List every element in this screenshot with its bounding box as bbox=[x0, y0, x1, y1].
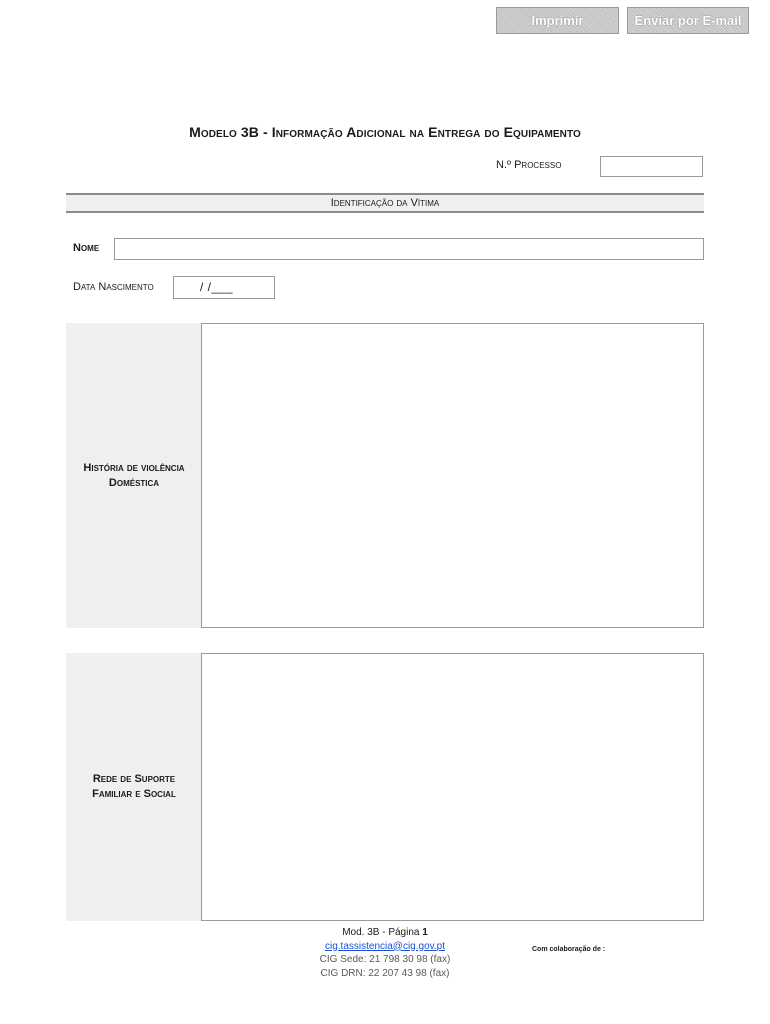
colaboracao-label: Com colaboração de : bbox=[532, 946, 606, 953]
data-nascimento-input[interactable]: / /___ bbox=[173, 276, 275, 299]
email-button[interactable]: Enviar por E-mail bbox=[627, 7, 749, 34]
footer bbox=[250, 926, 520, 980]
section-header-identificacao: Identificação da Vítima bbox=[66, 193, 704, 213]
rede-label-panel bbox=[66, 653, 202, 921]
rede-label-line2: Familiar e Social bbox=[92, 788, 176, 800]
print-button[interactable]: Imprimir bbox=[496, 7, 619, 34]
historia-label-line2: Doméstica bbox=[108, 476, 160, 489]
page-title: Modelo 3B - Informação Adicional na Entrega do Equipamento bbox=[189, 124, 581, 140]
sede-fax: CIG Sede: 21 798 30 98 (fax) bbox=[319, 954, 451, 965]
historia-label-line1: História de violência bbox=[83, 461, 185, 474]
historia-textarea[interactable] bbox=[201, 323, 704, 628]
data-nascimento-label: Data Nascimento bbox=[73, 281, 154, 293]
rede-textarea[interactable] bbox=[201, 653, 704, 921]
page-prefix: Mod. 3B - Página bbox=[342, 927, 423, 938]
historia-label-panel bbox=[66, 323, 202, 628]
processo-label: N.º Processo bbox=[496, 159, 562, 171]
rede-label-line1: Rede de Suporte bbox=[92, 773, 176, 785]
nome-input[interactable] bbox=[114, 238, 704, 260]
page-indicator bbox=[250, 926, 520, 940]
nome-label: Nome bbox=[73, 242, 100, 254]
drn-fax: CIG DRN: 22 207 43 98 (fax) bbox=[320, 967, 450, 979]
processo-input[interactable] bbox=[600, 156, 703, 177]
email-link[interactable]: cig.tassistencia@cig.gov.pt bbox=[324, 940, 446, 952]
page-number: 1 bbox=[422, 927, 428, 938]
